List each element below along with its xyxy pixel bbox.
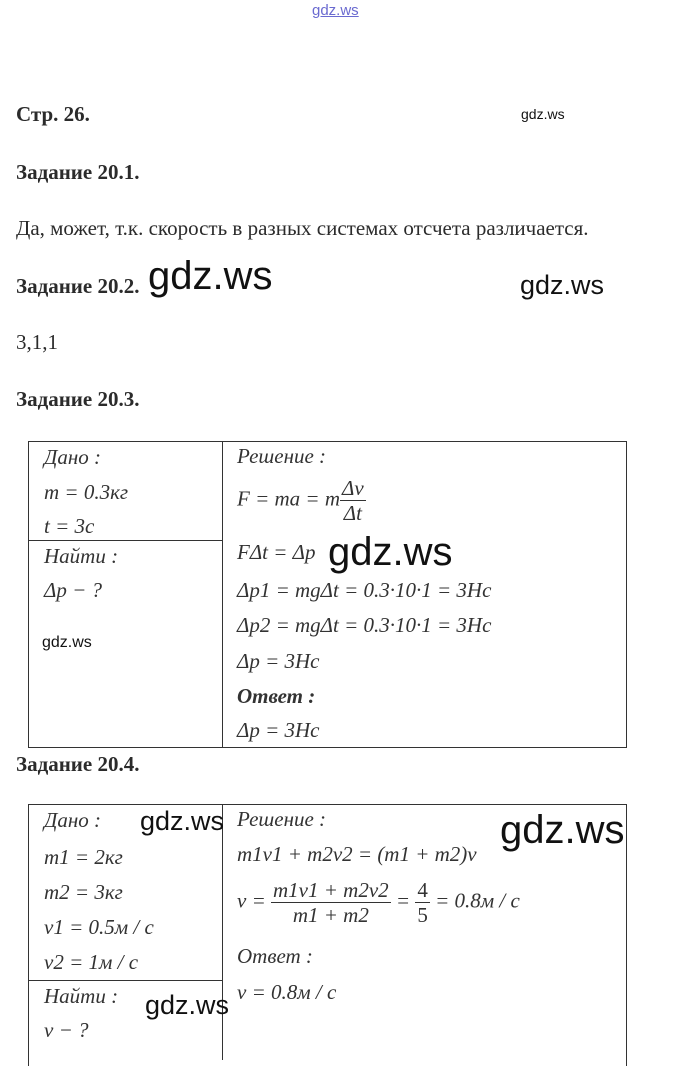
given-item: m2 = 3кг — [44, 880, 123, 904]
find-item: Δp − ? — [44, 578, 102, 602]
given-label: Дано : — [44, 808, 102, 832]
solution-line-1: F = ma = m $\frac{\Delta v}{\Delta t}$ — [237, 476, 364, 525]
solution-line-5: Δp = 3Hc — [237, 649, 320, 673]
table-divider — [222, 441, 223, 748]
given-label: Дано : — [44, 445, 102, 469]
watermark-task2-big: gdz.ws — [148, 254, 273, 298]
answer-label: Ответ : — [237, 944, 313, 968]
table-divider — [28, 540, 223, 541]
solution-line-2: v = $\frac{m1v1 + m2v2}{m1 + m2}$ = $\frac{4}{5}$ = 0.8м / c — [237, 878, 520, 927]
solution-label: Решение : — [237, 807, 327, 831]
table-divider — [28, 980, 223, 981]
watermark-page: gdz.ws — [521, 106, 565, 122]
solution-label: Решение : — [237, 444, 327, 468]
page-label: Стр. 26. — [16, 102, 90, 126]
given-item: m1 = 2кг — [44, 845, 123, 869]
solution-line-4: Δp2 = mgΔt = 0.3·10·1 = 3Hc — [237, 613, 492, 637]
answer-value: v = 0.8м / c — [237, 980, 337, 1004]
given-item: m = 0.3кг — [44, 480, 129, 504]
table-divider — [222, 804, 223, 1060]
given-item: t = 3c — [44, 514, 95, 538]
task-heading-20-3: Задание 20.3. — [16, 387, 140, 411]
task-heading-20-4: Задание 20.4. — [16, 752, 140, 776]
solution-line-2: FΔt = Δp — [237, 540, 316, 564]
answer-label: Ответ : — [237, 684, 316, 708]
solution-line-1: m1v1 + m2v2 = (m1 + m2)v — [237, 842, 477, 866]
given-item: v1 = 0.5м / c — [44, 915, 154, 939]
task-heading-20-1: Задание 20.1. — [16, 160, 140, 184]
watermark-task3-left: gdz.ws — [42, 634, 92, 651]
watermark-task3-center: gdz.ws — [328, 530, 453, 574]
watermark-top[interactable]: gdz.ws — [312, 2, 359, 19]
answer-value: Δp = 3Hc — [237, 718, 320, 742]
watermark-task4-right: gdz.ws — [500, 808, 625, 852]
watermark-task2-right: gdz.ws — [520, 270, 605, 300]
given-item: v2 = 1м / c — [44, 950, 139, 974]
watermark-task4-left: gdz.ws — [140, 806, 225, 836]
watermark-task4-bottom: gdz.ws — [145, 990, 230, 1020]
solution-line-3: Δp1 = mgΔt = 0.3·10·1 = 3Hc — [237, 578, 492, 602]
find-item: v − ? — [44, 1018, 89, 1042]
find-label: Найти : — [44, 984, 119, 1008]
task-answer-20-2: 3,1,1 — [16, 330, 58, 354]
task-answer-20-1: Да, может, т.к. скорость в разных системах отсчета различается. — [16, 216, 589, 240]
find-label: Найти : — [44, 544, 119, 568]
task-heading-20-2: Задание 20.2. — [16, 274, 140, 298]
